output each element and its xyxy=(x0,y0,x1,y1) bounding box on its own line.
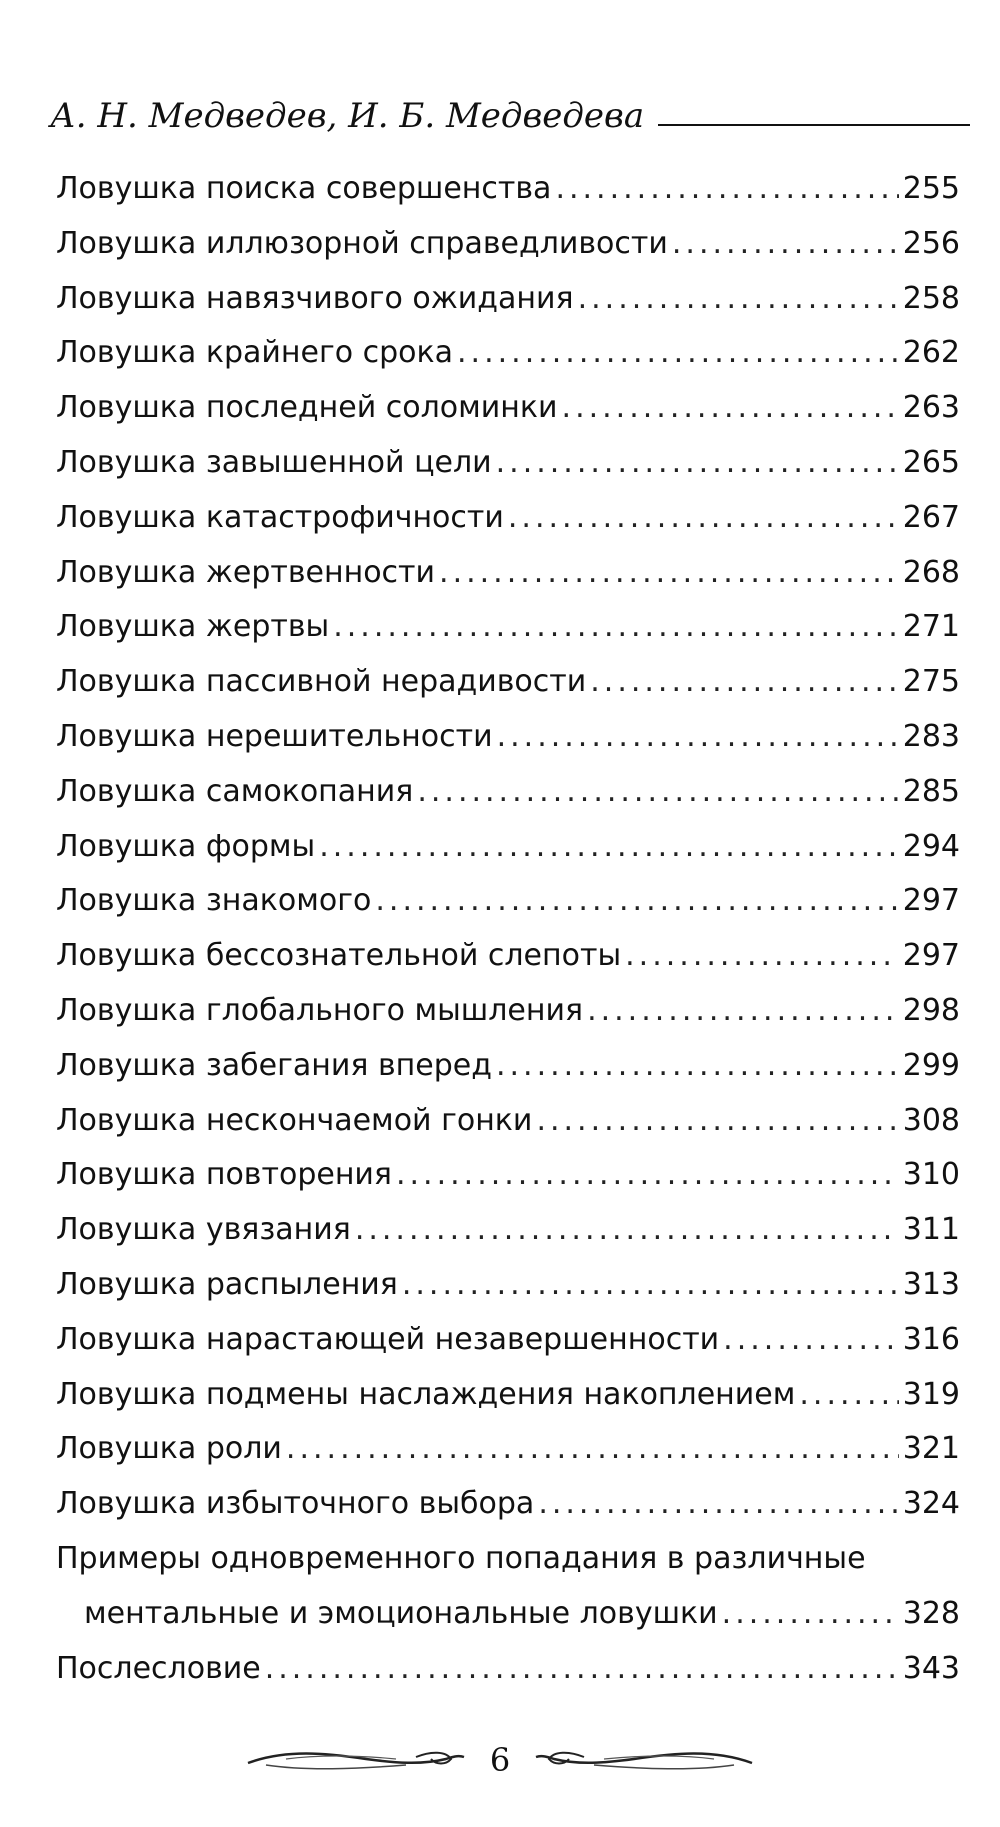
toc-entry xyxy=(56,1587,960,1642)
toc-leader-dots xyxy=(722,1587,899,1642)
toc-entry xyxy=(56,491,960,546)
toc-entry-title: Ловушка распыления xyxy=(56,1266,398,1302)
toc-leader-dots xyxy=(672,217,899,272)
toc-entry-title: ментальные и эмоциональные ловушки xyxy=(84,1595,718,1631)
toc-leader-dots xyxy=(508,491,899,546)
toc-leader-dots xyxy=(402,1258,899,1313)
toc-leader-dots xyxy=(555,162,898,217)
header-authors: А. Н. Медведев, И. Б. Медведева xyxy=(50,96,645,136)
toc-entry xyxy=(56,546,960,601)
toc-entry-title: Ловушка нерешительности xyxy=(56,718,493,754)
toc-entry-title: Ловушка избыточного выбора xyxy=(56,1486,535,1522)
toc-entry xyxy=(56,765,960,820)
toc-entry xyxy=(56,272,960,327)
toc-entry xyxy=(56,436,960,491)
toc-entry-page: 271 xyxy=(902,609,960,645)
toc-leader-dots xyxy=(723,1313,899,1368)
toc-entry xyxy=(56,710,960,765)
toc-entry-page: 258 xyxy=(902,280,960,316)
toc-entry-page: 267 xyxy=(902,499,960,535)
toc-entry-page: 316 xyxy=(902,1321,960,1357)
toc-leader-dots xyxy=(590,655,898,710)
toc-entry-page: 298 xyxy=(902,992,960,1028)
toc-entry xyxy=(56,381,960,436)
toc-entry-title: Послесловие xyxy=(56,1650,261,1686)
toc-leader-dots xyxy=(538,1477,898,1532)
toc-entry xyxy=(56,1368,960,1423)
toc-entry-title: Ловушка забегания вперед xyxy=(56,1047,492,1083)
toc-entry-page: 343 xyxy=(902,1650,960,1686)
flourish-ornament-right-icon xyxy=(534,1745,754,1775)
toc-leader-dots xyxy=(496,1039,899,1094)
toc-entry-page: 268 xyxy=(902,554,960,590)
toc-entry-page: 308 xyxy=(902,1102,960,1138)
toc-leader-dots xyxy=(439,546,899,601)
toc-entry-page: 297 xyxy=(902,883,960,919)
toc-entry xyxy=(56,984,960,1039)
toc-entry-title: Ловушка подмены наслаждения накоплением xyxy=(56,1376,796,1412)
toc-entry xyxy=(56,1477,960,1532)
toc-entry-title: Ловушка навязчивого ожидания xyxy=(56,280,574,316)
toc-entry-page: 255 xyxy=(902,171,960,206)
toc-entry-title: Ловушка повторения xyxy=(56,1157,392,1193)
toc-entry-title: Ловушка бессознательной слепоты xyxy=(56,938,622,974)
toc-entry-title: Ловушка последней соломинки xyxy=(56,390,558,426)
toc-entry-page: 319 xyxy=(902,1376,960,1412)
toc-entry xyxy=(56,1313,960,1368)
toc-leader-dots xyxy=(536,1094,898,1149)
toc-entry xyxy=(56,874,960,929)
toc-leader-dots xyxy=(355,1203,899,1258)
toc-entry-title: Примеры одновременного попадания в различные xyxy=(56,1540,866,1576)
toc-leader-dots xyxy=(562,381,899,436)
toc-entry-page: 310 xyxy=(902,1157,960,1193)
toc-entry-page: 321 xyxy=(902,1431,960,1467)
toc-entry xyxy=(56,820,960,875)
toc-leader-dots xyxy=(625,929,899,984)
toc-entry-page: 256 xyxy=(902,225,960,261)
running-header xyxy=(50,86,970,136)
toc-leader-dots xyxy=(396,1148,899,1203)
toc-entry xyxy=(56,929,960,984)
toc-entry xyxy=(56,655,960,710)
toc-entry-page: 262 xyxy=(902,335,960,371)
toc-entry xyxy=(56,1203,960,1258)
toc-entry-title: Ловушка формы xyxy=(56,828,316,864)
toc-leader-dots xyxy=(578,272,899,327)
toc-entry xyxy=(56,1039,960,1094)
toc-leader-dots xyxy=(265,1642,899,1697)
toc-entry-page: 275 xyxy=(902,664,960,700)
toc-entry-page: 297 xyxy=(902,938,960,974)
toc-entry-page: 311 xyxy=(902,1212,960,1248)
flourish-ornament-left-icon xyxy=(246,1745,466,1775)
toc-entry-page: 328 xyxy=(902,1595,960,1631)
toc-entry-title: Ловушка глобального мышления xyxy=(56,992,584,1028)
toc-entry-title: Ловушка жертвы xyxy=(56,609,330,645)
toc-entry-page: 265 xyxy=(902,444,960,480)
toc-entry-title: Ловушка роли xyxy=(56,1431,282,1467)
toc-entry-title: Ловушка завышенной цели xyxy=(56,444,492,480)
header-rule xyxy=(658,124,970,126)
toc-entry-page: 285 xyxy=(902,773,960,809)
page-footer xyxy=(0,1730,1000,1790)
toc-leader-dots xyxy=(319,820,899,875)
toc-entry-title: Ловушка пассивной нерадивости xyxy=(56,664,587,700)
toc-entry-page: 263 xyxy=(902,390,960,426)
toc-entry xyxy=(56,326,960,381)
toc-entry-title: Ловушка увязания xyxy=(56,1212,351,1248)
toc-leader-dots xyxy=(286,1422,899,1477)
toc-entry-title: Ловушка знакомого xyxy=(56,883,372,919)
toc-leader-dots xyxy=(799,1368,898,1423)
toc-entry xyxy=(56,1258,960,1313)
toc-leader-dots xyxy=(587,984,899,1039)
toc-entry-page: 299 xyxy=(902,1047,960,1083)
toc-entry-title: Ловушка самокопания xyxy=(56,773,414,809)
toc-entry-title: Ловушка жертвенности xyxy=(56,554,436,590)
toc-entry-title: Ловушка крайнего срока xyxy=(56,335,454,371)
toc-leader-dots xyxy=(375,874,898,929)
toc-leader-dots xyxy=(457,326,899,381)
toc-entry-title: Ловушка иллюзорной справедливости xyxy=(56,225,668,261)
toc-entry xyxy=(56,217,960,272)
toc-entry xyxy=(56,1532,960,1587)
toc-entry-title: Ловушка катастрофичности xyxy=(56,499,504,535)
toc-leader-dots xyxy=(497,710,899,765)
toc-entry-title: Ловушка поиска совершенства xyxy=(56,171,552,206)
toc-entry xyxy=(56,1642,960,1697)
toc-entry-page: 313 xyxy=(902,1266,960,1302)
toc-leader-dots xyxy=(496,436,899,491)
toc-entry-page: 283 xyxy=(902,718,960,754)
toc-leader-dots xyxy=(333,600,899,655)
toc-entry-title: Ловушка нескончаемой гонки xyxy=(56,1102,533,1138)
toc-entry xyxy=(56,1094,960,1149)
toc-entry xyxy=(56,600,960,655)
toc-entry xyxy=(56,162,960,217)
toc-entry xyxy=(56,1422,960,1477)
page-number: 6 xyxy=(489,1741,511,1779)
toc-entry xyxy=(56,1148,960,1203)
toc-entry-page: 324 xyxy=(902,1486,960,1522)
toc-entry-page: 294 xyxy=(902,828,960,864)
table-of-contents xyxy=(56,162,960,1696)
toc-leader-dots xyxy=(417,765,898,820)
toc-entry-title: Ловушка нарастающей незавершенности xyxy=(56,1321,720,1357)
